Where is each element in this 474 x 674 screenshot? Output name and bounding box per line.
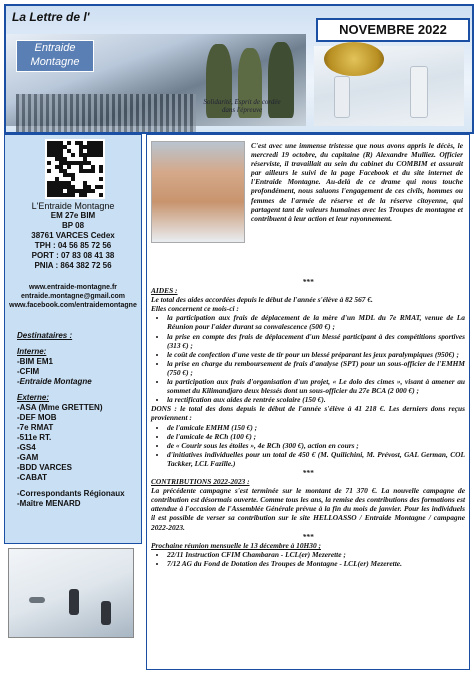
aide-item: • la rectification aux aides de rentrée scolaire (150 €). <box>167 395 465 404</box>
recipient: -GS4 <box>17 443 36 452</box>
portrait-photo <box>151 141 245 243</box>
contact-block <box>5 201 141 271</box>
internal-title: Interne: <box>17 347 47 356</box>
aide-item: • la prise en compte des frais de déplacement d'un blessé participant à des compétitions sportives (313 €) ; <box>167 332 465 350</box>
address-line: BP 08 <box>61 221 85 230</box>
recipient: -Maître MENARD <box>17 499 81 508</box>
separator: *** <box>302 531 314 541</box>
aide-item: • la participation aux frais de déplacement de la mère d'un MDL du 7e RMAT, venue de La Réunion pour l'aider durant sa convalescence (500 €) ; <box>167 313 465 331</box>
recipient: -DEF MOB <box>17 413 57 422</box>
don-item: • de « Courir sous les étoiles », 4e RCh (300 €), action en cours ; <box>167 441 465 450</box>
alpine-soldier <box>334 76 350 118</box>
aides-list <box>151 313 465 404</box>
issue-date: NOVEMBRE 2022 <box>316 18 470 42</box>
recipient: -ASA (Mme GRETTEN) <box>17 403 103 412</box>
aides-total: Le total des aides accordées depuis le début de l'année s'élève à 82 567 €. <box>151 295 373 305</box>
don-item: • d'initiatives individuelles pour un total de 450 € (M. Quilichini, M. Prévost, GAL German, COL Tackker, LCL Fazille.) <box>167 450 465 468</box>
alpine-soldier <box>410 66 428 118</box>
tribute-paragraph: C'est avec une immense tristesse que nous avons appris le décès, le mercredi 19 octobre, du capitaine (R) Alexandre Mulliez. Officier réserviste, il travaillait au sein du cabinet du COMBIM et assurait par ailleurs le suivi de la page Facebook et du site internet de l'Entraide Montagne. Au-delà de ce drame qui nous touche profondément, nous saluons l'engagement de ces civils, hommes ou femmes de l'armée de réserve et de la réserve citoyenne, qui partagent tant de valeurs humaines avec les Troupes de montagne et contribuent à leur action et leur rayonnement. <box>251 141 463 223</box>
phone-line: TPH : 04 56 85 72 56 <box>34 241 112 250</box>
article-body <box>151 277 465 568</box>
phone-line: PNIA : 864 382 72 56 <box>34 261 112 270</box>
sled-figure <box>29 597 45 603</box>
recipient: -Entraide Montagne <box>17 377 92 386</box>
recipient: -Correspondants Régionaux <box>17 489 125 498</box>
dons-intro: DONS : le total des dons depuis le début de l'année s'élève à 41 218 €. Les derniers dons reçus proviennent : <box>151 404 465 423</box>
aide-item: • la participation aux frais d'organisation d'un projet, « Le dolo des cimes », visant à amener au sommet du Kilimandjaro deux blessés dont un sous-officier du 27e BCA (2 000 €) ; <box>167 377 465 395</box>
brand-line-1: Entraide <box>34 42 76 54</box>
separator: *** <box>302 467 314 477</box>
mountain-rescue-photo <box>8 548 134 638</box>
recipient: -511e RT. <box>17 433 52 442</box>
next-meeting: Prochaine réunion mensuelle le 13 décembre à 10H30 ; <box>151 540 321 550</box>
agenda-list <box>151 550 465 568</box>
recipient: -CFIM <box>17 367 40 376</box>
external-title: Externe: <box>17 393 50 402</box>
don-item: • de l'amicale 4e RCh (100 €) ; <box>167 432 465 441</box>
recipient: -BIM EM1 <box>17 357 53 366</box>
agenda-item: • 7/12 AG du Fond de Dotation des Troupes de Montagne - LCL(er) Mezerette. <box>167 559 465 568</box>
contributions-title: CONTRIBUTIONS 2022-2023 : <box>151 477 250 487</box>
brand-logo <box>16 40 94 72</box>
aides-concern: Elles concernent ce mois-ci : <box>151 304 239 314</box>
qr-code[interactable] <box>45 139 105 199</box>
don-item: • de l'amicale EMHM (150 €) ; <box>167 423 465 432</box>
aides-title: AIDES : <box>151 286 178 296</box>
separator: *** <box>302 277 314 286</box>
recipient: -7e RMAT <box>17 423 54 432</box>
phone-line: PORT : 07 83 08 41 38 <box>31 251 115 260</box>
contributions-text: La précédente campagne s'est terminée sur le montant de 71 370 €. La nouvelle campagne de contribution est désormais ouverte. Comme tous les ans, la remise des contributions des formations est attendue à l'occasion de l'Assemblée Générale prévue à la fin du mois de janvier. Pour les individuels il est possible de verser sa contribution sur le site HELLOASSO / Entraide Montagne / campagne 2022-2023. <box>151 486 465 532</box>
qr-module <box>99 193 103 197</box>
recipient: -BDD VARCES <box>17 463 72 472</box>
main-content <box>146 134 470 670</box>
org-name: L'Entraide Montagne <box>31 201 115 211</box>
website-link[interactable]: www.entraide-montagne.fr <box>28 284 118 291</box>
agenda-item: • 22/11 Instruction CFIM Chambaran - LCL(er) Mezerette ; <box>167 550 465 559</box>
address-line: EM 27e BIM <box>50 211 96 220</box>
header-caption: Solidarité, Esprit de cordée dans l'épreuve <box>203 98 281 114</box>
brand-line-2: Montagne <box>30 56 80 68</box>
troops-image <box>16 94 196 134</box>
recipients-title: Destinataires : <box>17 331 73 340</box>
web-links <box>5 283 141 310</box>
dons-list <box>151 423 465 468</box>
facebook-link[interactable]: www.facebook.com/entraidemontagne <box>9 302 137 309</box>
sidebar <box>4 134 142 544</box>
aide-item: • le coût de confection d'une veste de tir pour un blessé préparant les jeux paralympiques (950€) ; <box>167 350 465 359</box>
newsletter-header <box>4 4 474 134</box>
email-link[interactable]: entraide.montagne@gmail.com <box>20 293 126 300</box>
newsletter-title: La Lettre de l' <box>12 10 90 24</box>
insignia-badge <box>324 42 384 76</box>
recipient: -CABAT <box>17 473 48 482</box>
address-line: 38761 VARCES Cedex <box>31 231 115 240</box>
aide-item: • la prise en charge du remboursement de frais d'analyse (SPT) pour un sous-officier de l'EMHM (750 €) ; <box>167 359 465 377</box>
recipients-list <box>17 331 137 509</box>
skier-figure <box>69 589 79 615</box>
skier-figure <box>101 601 111 625</box>
recipient: -GAM <box>17 453 39 462</box>
